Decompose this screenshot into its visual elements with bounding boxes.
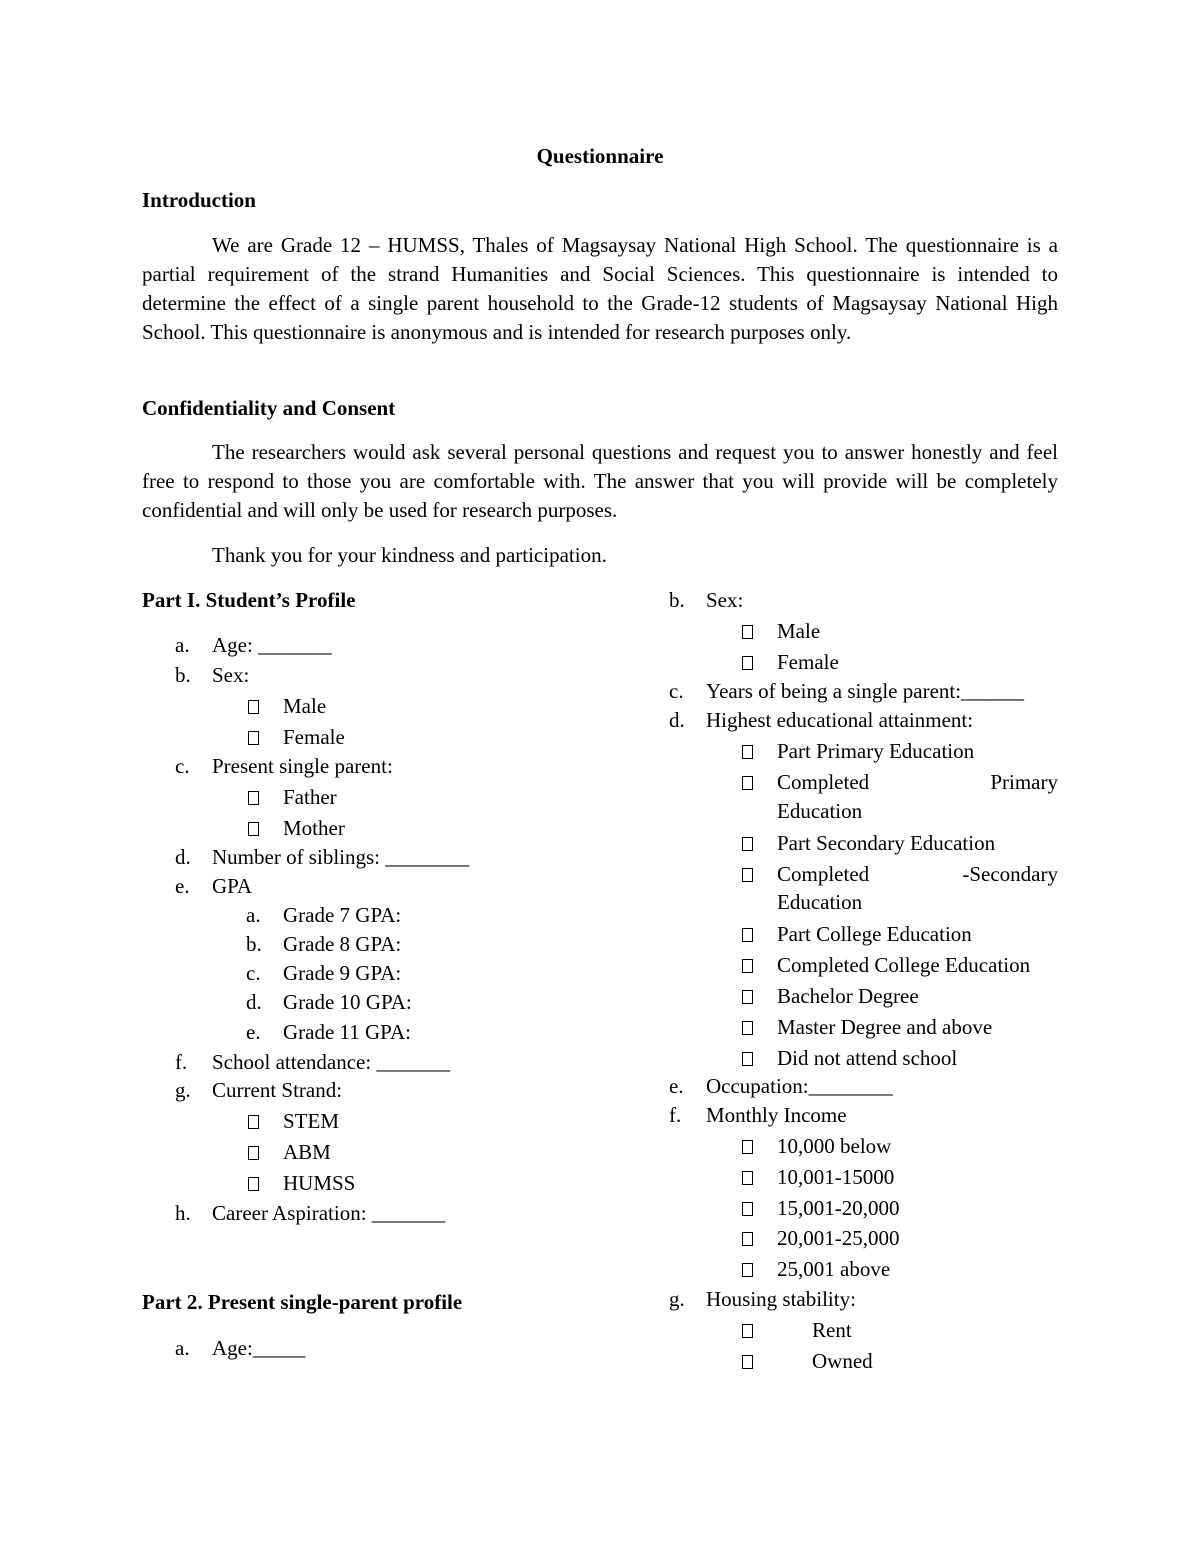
checkbox[interactable] (248, 791, 259, 805)
checkbox[interactable] (742, 990, 753, 1004)
checkbox[interactable] (742, 1324, 753, 1338)
part1-heading: Part I. Student’s Profile (142, 588, 356, 612)
option-label-part: Completed (777, 862, 870, 886)
introduction-paragraph: We are Grade 12 – HUMSS, Thales of Magsaysay National High School. The questionnaire is a partial requirement of the strand Humanities and Social Sciences. This questionnaire is intended to determine the effect of a single parent household to the Grade-12 students of Magsaysay National High School. This questionnaire is anonymous and is intended for research purposes only. (142, 233, 1058, 344)
checkbox[interactable] (742, 1140, 753, 1154)
item-letter: a. (175, 633, 190, 657)
item-letter: e. (246, 1020, 261, 1044)
option-label: STEM (283, 1109, 340, 1133)
item-letter: g. (669, 1287, 685, 1311)
item-text: Housing stability: (706, 1287, 856, 1311)
item-text: Career Aspiration: _______ (212, 1201, 446, 1225)
option-label: HUMSS (283, 1171, 356, 1195)
option-label: Owned (812, 1349, 873, 1373)
confidentiality-heading: Confidentiality and Consent (142, 396, 396, 420)
option-label: Father (283, 785, 337, 809)
option-label-part: Education (777, 799, 863, 823)
item-text: Current Strand: (212, 1078, 343, 1102)
item-text: Age: _______ (212, 633, 332, 657)
option-label (777, 860, 1058, 889)
item-text: Sex: (706, 588, 744, 612)
option-label: Completed College Education (777, 953, 1031, 977)
checkbox[interactable] (742, 837, 753, 851)
item-text: Monthly Income (706, 1103, 847, 1127)
checkbox[interactable] (742, 868, 753, 882)
item-text: Grade 8 GPA: (283, 932, 402, 956)
option-label (777, 768, 1058, 797)
option-label: Male (777, 619, 821, 643)
option-label: Rent (812, 1318, 852, 1342)
item-letter: b. (175, 663, 191, 687)
checkbox[interactable] (742, 1263, 753, 1277)
checkbox[interactable] (742, 776, 753, 790)
item-letter: a. (246, 903, 261, 927)
checkbox[interactable] (742, 1052, 753, 1066)
option-label: Part College Education (777, 922, 972, 946)
checkbox[interactable] (248, 822, 259, 836)
checkbox[interactable] (248, 1146, 259, 1160)
item-letter: e. (175, 874, 190, 898)
option-label: Mother (283, 816, 345, 840)
item-text: Grade 7 GPA: (283, 903, 402, 927)
option-label-part: Education (777, 890, 863, 914)
option-label: 10,000 below (777, 1134, 892, 1158)
item-text: Highest educational attainment: (706, 708, 974, 732)
option-label: Female (777, 650, 839, 674)
item-letter: d. (669, 708, 685, 732)
checkbox[interactable] (248, 731, 259, 745)
item-text: Years of being a single parent:______ (706, 679, 1025, 703)
item-letter: b. (669, 588, 685, 612)
page-title: Questionnaire (536, 144, 664, 168)
item-text: Age:_____ (212, 1336, 306, 1360)
option-label: 10,001-15000 (777, 1165, 895, 1189)
checkbox[interactable] (742, 959, 753, 973)
option-label: 20,001-25,000 (777, 1226, 900, 1250)
option-label: ABM (283, 1140, 331, 1164)
option-label: Female (283, 725, 345, 749)
confidentiality-paragraph: The researchers would ask several personal questions and request you to answer honestly and feel free to respond to those you are comfortable with. The answer that you will provide will be completely confidential and will only be used for research purposes. (142, 440, 1058, 522)
checkbox[interactable] (742, 656, 753, 670)
checkbox[interactable] (742, 1202, 753, 1216)
item-letter: f. (669, 1103, 682, 1127)
item-text: Grade 10 GPA: (283, 990, 412, 1014)
item-text: School attendance: _______ (212, 1050, 450, 1074)
checkbox[interactable] (742, 928, 753, 942)
option-label-part: Completed (777, 770, 870, 794)
item-letter: e. (669, 1074, 684, 1098)
item-text: Number of siblings: ________ (212, 845, 470, 869)
checkbox[interactable] (742, 1171, 753, 1185)
item-text: Occupation:________ (706, 1074, 893, 1098)
option-label: Part Primary Education (777, 739, 975, 763)
option-label: Master Degree and above (777, 1015, 993, 1039)
checkbox[interactable] (742, 1232, 753, 1246)
item-letter: g. (175, 1078, 191, 1102)
option-label-part: -Secondary (962, 862, 1058, 886)
option-label: Bachelor Degree (777, 984, 919, 1008)
item-letter: c. (246, 961, 261, 985)
item-letter: a. (175, 1336, 190, 1360)
option-label-part: Primary (990, 770, 1058, 794)
checkbox[interactable] (742, 745, 753, 759)
item-text: Grade 11 GPA: (283, 1020, 411, 1044)
checkbox[interactable] (742, 1355, 753, 1369)
item-letter: b. (246, 932, 262, 956)
thank-you-text: Thank you for your kindness and participation. (212, 543, 607, 567)
checkbox[interactable] (742, 1021, 753, 1035)
item-text: Present single parent: (212, 754, 393, 778)
checkbox[interactable] (248, 700, 259, 714)
option-label: Did not attend school (777, 1046, 958, 1070)
option-label: 15,001-20,000 (777, 1196, 900, 1220)
checkbox[interactable] (742, 625, 753, 639)
item-letter: c. (669, 679, 684, 703)
item-letter: d. (246, 990, 262, 1014)
option-label: Male (283, 694, 327, 718)
item-text: Grade 9 GPA: (283, 961, 402, 985)
item-letter: c. (175, 754, 190, 778)
item-letter: d. (175, 845, 191, 869)
item-letter: f. (175, 1050, 188, 1074)
checkbox[interactable] (248, 1115, 259, 1129)
item-letter: h. (175, 1201, 191, 1225)
part2-heading: Part 2. Present single-parent profile (142, 1290, 463, 1314)
introduction-heading: Introduction (142, 188, 256, 212)
checkbox[interactable] (248, 1177, 259, 1191)
item-text: GPA (212, 874, 253, 898)
option-label: 25,001 above (777, 1257, 891, 1281)
item-text: Sex: (212, 663, 250, 687)
option-label: Part Secondary Education (777, 831, 996, 855)
